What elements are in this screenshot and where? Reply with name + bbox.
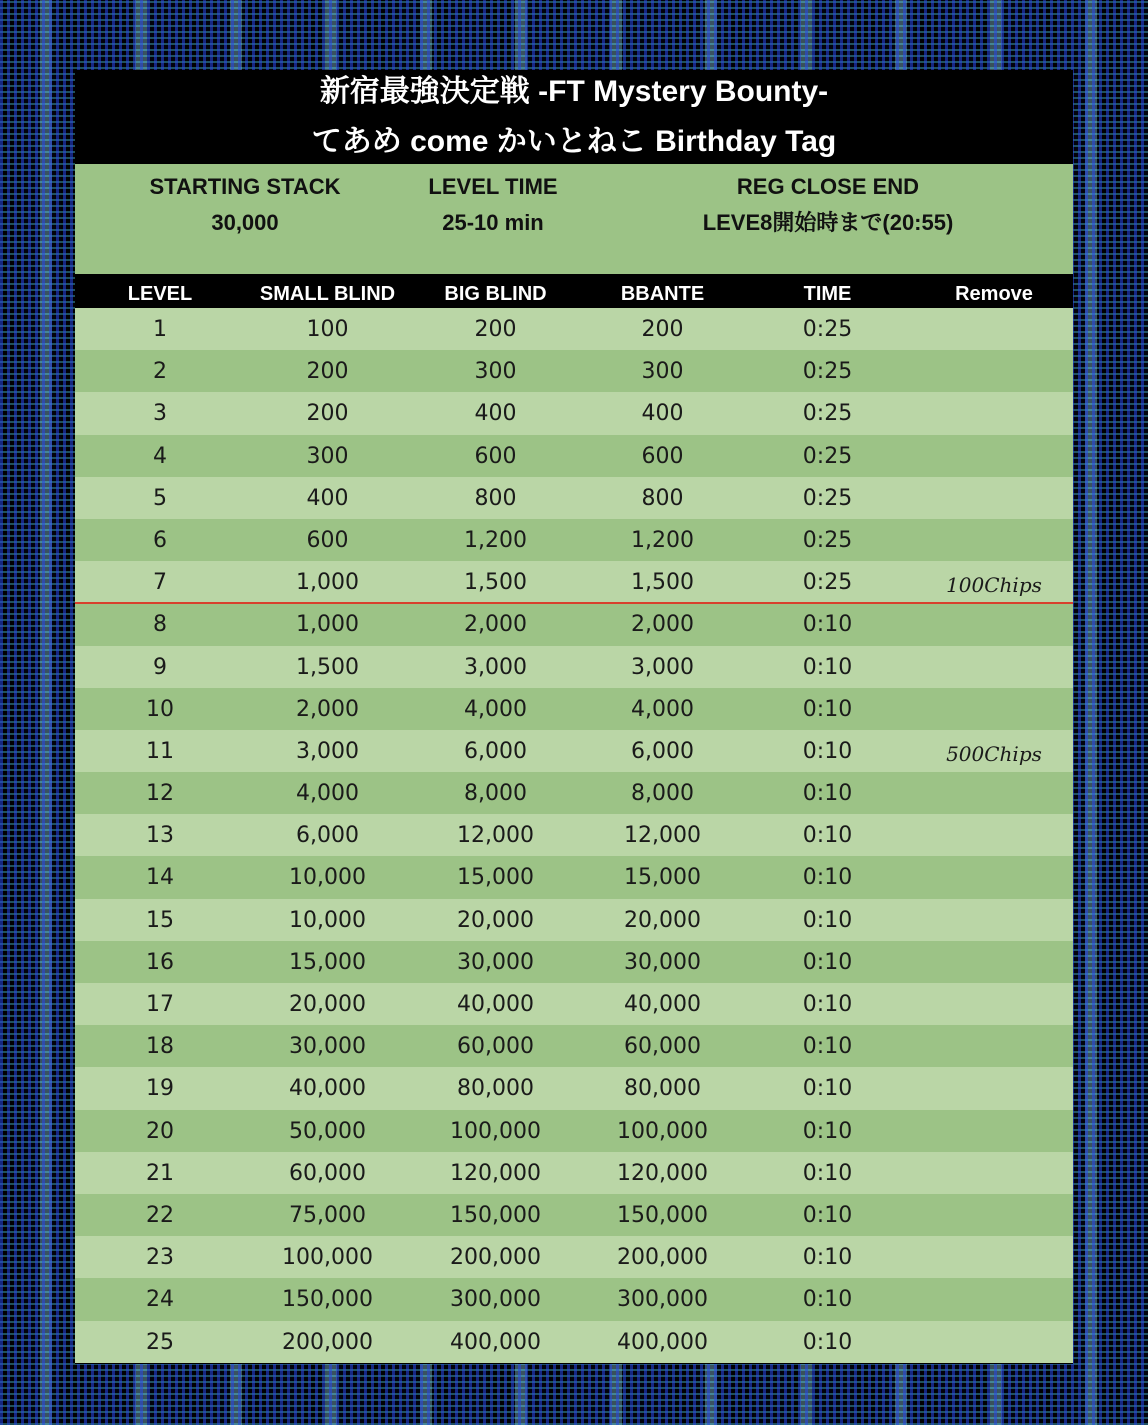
bbante-cell: 80,000 [624, 1076, 701, 1102]
level-cell: 13 [146, 823, 174, 849]
small-blind-cell: 1,000 [296, 612, 359, 638]
table-row [75, 519, 1073, 561]
level-cell: 9 [153, 654, 167, 680]
bbante-cell: 3,000 [631, 654, 694, 680]
time-cell: 0:25 [802, 359, 853, 385]
bbante-cell: 120,000 [617, 1160, 708, 1186]
time-cell: 0:10 [802, 654, 853, 680]
big-blind-cell: 150,000 [450, 1202, 541, 1228]
table-row [75, 646, 1073, 688]
registration-close-divider [75, 602, 1073, 604]
small-blind-cell: 20,000 [289, 992, 366, 1017]
big-blind-cell: 600 [474, 443, 517, 469]
table-row [75, 435, 1073, 477]
table-row [75, 308, 1073, 350]
level-cell: 14 [146, 865, 174, 891]
bbante-cell: 4,000 [631, 696, 694, 722]
table-row [75, 1152, 1073, 1194]
time-cell: 0:10 [802, 992, 853, 1017]
time-cell: 0:25 [802, 485, 853, 511]
bbante-cell: 300 [641, 359, 684, 385]
bbante-cell: 8,000 [631, 781, 694, 807]
time-cell: 0:25 [802, 527, 853, 553]
level-cell: 22 [146, 1202, 174, 1228]
bbante-cell: 800 [641, 485, 684, 511]
level-cell: 10 [146, 696, 174, 722]
time-cell: 0:10 [802, 907, 853, 933]
time-cell: 0:25 [802, 401, 853, 427]
table-row [75, 814, 1073, 856]
table-row [75, 1236, 1073, 1278]
starting-stack-value: 30,000 [211, 210, 279, 235]
table-row [75, 730, 1073, 772]
big-blind-cell: 1,200 [464, 527, 527, 553]
bbante-cell: 2,000 [631, 612, 694, 638]
small-blind-cell: 1,000 [296, 570, 359, 596]
level-cell: 4 [153, 443, 167, 469]
small-blind-cell: 200 [306, 359, 349, 385]
table-row [75, 941, 1073, 983]
time-cell: 0:10 [802, 1287, 853, 1313]
bbante-cell: 40,000 [624, 992, 701, 1017]
level-cell: 15 [146, 907, 174, 933]
title-banner [75, 70, 1073, 164]
time-cell: 0:10 [802, 1160, 853, 1186]
big-blind-cell: 4,000 [464, 696, 527, 722]
small-blind-cell: 30,000 [289, 1034, 366, 1060]
level-cell: 23 [146, 1245, 174, 1271]
blind-structure-board [75, 70, 1073, 1364]
level-cell: 3 [153, 401, 167, 427]
small-blind-cell: 60,000 [289, 1160, 366, 1186]
small-blind-cell: 100,000 [282, 1245, 373, 1271]
time-cell: 0:10 [802, 738, 853, 764]
time-cell: 0:10 [802, 781, 853, 807]
table-row [75, 392, 1073, 434]
big-blind-cell: 12,000 [457, 823, 534, 849]
level-cell: 1 [153, 317, 167, 342]
bbante-cell: 300,000 [617, 1287, 708, 1313]
level-cell: 12 [146, 781, 174, 807]
level-cell: 5 [153, 485, 167, 511]
starting-stack-label: STARTING STACK [149, 174, 341, 199]
header-small-blind: SMALL BLIND [259, 283, 396, 305]
small-blind-cell: 1,500 [296, 654, 359, 680]
small-blind-cell: 40,000 [289, 1076, 366, 1102]
big-blind-cell: 800 [474, 485, 517, 511]
table-row [75, 350, 1073, 392]
level-cell: 19 [146, 1076, 174, 1102]
big-blind-cell: 2,000 [464, 612, 527, 638]
time-cell: 0:10 [802, 1245, 853, 1271]
table-row [75, 1110, 1073, 1152]
big-blind-cell: 1,500 [464, 570, 527, 596]
header-remove: Remove [955, 283, 1033, 305]
big-blind-cell: 30,000 [457, 949, 534, 975]
level-cell: 17 [146, 992, 174, 1017]
level-cell: 24 [146, 1287, 174, 1313]
big-blind-cell: 300 [474, 359, 517, 385]
small-blind-cell: 6,000 [296, 823, 359, 849]
bbante-cell: 150,000 [617, 1202, 708, 1228]
small-blind-cell: 50,000 [289, 1118, 366, 1144]
header-bbante: BBANTE [620, 283, 705, 305]
table-row [75, 1321, 1073, 1363]
bbante-cell: 400,000 [617, 1329, 708, 1355]
bbante-cell: 60,000 [624, 1034, 701, 1060]
small-blind-cell: 15,000 [289, 949, 366, 975]
level-cell: 8 [153, 612, 167, 638]
bbante-cell: 20,000 [624, 907, 701, 933]
big-blind-cell: 400,000 [450, 1329, 541, 1355]
time-cell: 0:10 [802, 1076, 853, 1102]
small-blind-cell: 4,000 [296, 781, 359, 807]
big-blind-cell: 40,000 [457, 992, 534, 1017]
time-cell: 0:10 [802, 1329, 853, 1355]
bbante-cell: 1,500 [631, 570, 694, 596]
big-blind-cell: 8,000 [464, 781, 527, 807]
level-cell: 20 [146, 1118, 174, 1144]
time-cell: 0:25 [802, 570, 853, 596]
table-row [75, 561, 1073, 603]
level-time-label: LEVEL TIME [428, 174, 558, 199]
bbante-cell: 600 [641, 443, 684, 469]
time-cell: 0:10 [802, 1034, 853, 1060]
table-row [75, 1067, 1073, 1109]
event-subtitle: てあめ come かいとねこ Birthday Tag [311, 125, 837, 158]
time-cell: 0:10 [802, 823, 853, 849]
level-cell: 2 [153, 359, 167, 385]
time-cell: 0:25 [802, 443, 853, 469]
bbante-cell: 400 [641, 401, 684, 427]
reg-close-label: REG CLOSE END [736, 174, 920, 199]
small-blind-cell: 2,000 [296, 696, 359, 722]
table-row [75, 688, 1073, 730]
table-row [75, 1278, 1073, 1320]
time-cell: 0:10 [802, 1118, 853, 1144]
time-cell: 0:10 [802, 612, 853, 638]
small-blind-cell: 200 [306, 401, 349, 427]
level-cell: 7 [153, 570, 167, 596]
small-blind-cell: 10,000 [289, 865, 366, 891]
bbante-cell: 12,000 [624, 823, 701, 849]
bbante-cell: 6,000 [631, 738, 694, 764]
time-cell: 0:10 [802, 696, 853, 722]
big-blind-cell: 3,000 [464, 654, 527, 680]
big-blind-cell: 200 [474, 317, 517, 342]
big-blind-cell: 200,000 [450, 1245, 541, 1271]
time-cell: 0:10 [802, 1202, 853, 1228]
small-blind-cell: 400 [306, 485, 349, 511]
level-cell: 11 [146, 738, 174, 764]
bbante-cell: 200 [641, 317, 684, 342]
table-row [75, 772, 1073, 814]
small-blind-cell: 75,000 [289, 1202, 366, 1228]
time-cell: 0:10 [802, 949, 853, 975]
big-blind-cell: 120,000 [450, 1160, 541, 1186]
level-time-value: 25-10 min [442, 210, 544, 235]
table-row [75, 1025, 1073, 1067]
table-row [75, 983, 1073, 1025]
table-row [75, 477, 1073, 519]
event-title: 新宿最強決定戦 -FT Mystery Bounty- [319, 75, 829, 108]
small-blind-cell: 150,000 [282, 1287, 373, 1313]
level-cell: 16 [146, 949, 174, 975]
bbante-cell: 30,000 [624, 949, 701, 975]
big-blind-cell: 80,000 [457, 1076, 534, 1102]
level-cell: 6 [153, 527, 167, 553]
small-blind-cell: 10,000 [289, 907, 366, 933]
small-blind-cell: 200,000 [282, 1329, 373, 1355]
bbante-cell: 200,000 [617, 1245, 708, 1271]
remove-cell: 500Chips [946, 741, 1042, 766]
big-blind-cell: 60,000 [457, 1034, 534, 1060]
big-blind-cell: 300,000 [450, 1287, 541, 1313]
big-blind-cell: 100,000 [450, 1118, 541, 1144]
header-level: LEVEL [127, 283, 193, 305]
table-header [75, 274, 1073, 312]
table-row [75, 899, 1073, 941]
big-blind-cell: 20,000 [457, 907, 534, 933]
header-big-blind: BIG BLIND [444, 283, 547, 305]
small-blind-cell: 600 [306, 527, 349, 553]
table-row [75, 856, 1073, 898]
reg-close-value: LEVE8開始時まで(20:55) [702, 210, 954, 235]
table-row [75, 603, 1073, 645]
time-cell: 0:25 [802, 317, 853, 342]
bbante-cell: 15,000 [624, 865, 701, 891]
small-blind-cell: 300 [306, 443, 349, 469]
remove-cell: 100Chips [946, 573, 1042, 598]
small-blind-cell: 100 [306, 317, 349, 342]
header-time: TIME [803, 283, 852, 305]
big-blind-cell: 15,000 [457, 865, 534, 891]
big-blind-cell: 400 [474, 401, 517, 427]
small-blind-cell: 3,000 [296, 738, 359, 764]
level-cell: 18 [146, 1034, 174, 1060]
big-blind-cell: 6,000 [464, 738, 527, 764]
level-cell: 25 [146, 1329, 174, 1355]
table-row [75, 1194, 1073, 1236]
level-cell: 21 [146, 1160, 174, 1186]
blind-levels-table [75, 308, 1073, 1363]
bbante-cell: 1,200 [631, 527, 694, 553]
bbante-cell: 100,000 [617, 1118, 708, 1144]
time-cell: 0:10 [802, 865, 853, 891]
